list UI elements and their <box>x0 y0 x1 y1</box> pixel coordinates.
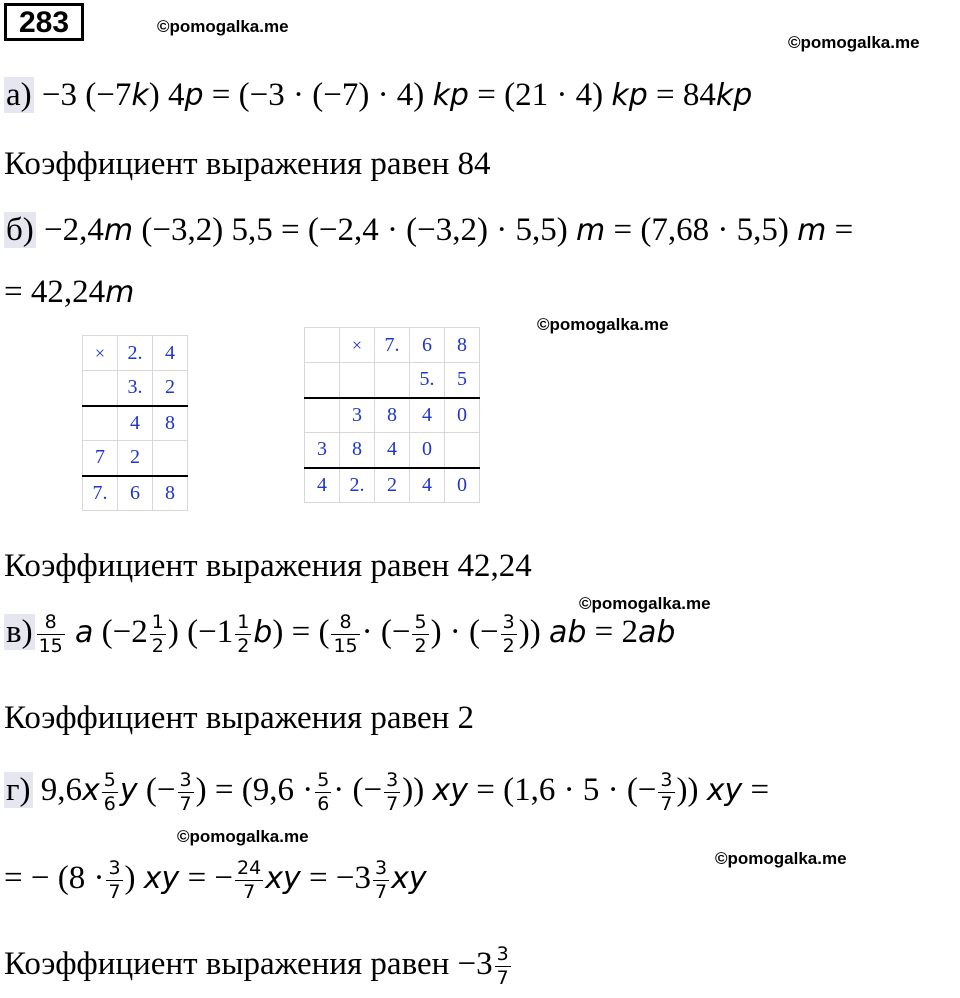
fraction: $\frac{1}{2}$ <box>151 610 164 657</box>
variable: m <box>797 213 827 248</box>
fraction: $\frac{1}{2}$ <box>237 610 250 657</box>
fraction: $\frac{8}{15}$ <box>333 610 358 657</box>
watermark: ©pomogalka.me <box>788 33 920 52</box>
digit-cell: 5 <box>445 363 480 398</box>
digit-cell: 2 <box>153 371 188 406</box>
digit-cell <box>83 371 118 406</box>
expr-text: −3 (−7 <box>41 77 132 113</box>
digit-cell: 2 <box>375 468 410 503</box>
problem-number: 283 <box>4 3 84 41</box>
part-a-label: а) <box>6 77 32 113</box>
variable: p <box>184 78 204 113</box>
part-v-label: в) <box>6 614 33 650</box>
digit-cell: 4 <box>375 433 410 468</box>
fraction: $\frac{5}{6}$ <box>103 768 116 815</box>
digit-cell <box>153 441 188 476</box>
watermark: ©pomogalka.me <box>537 315 669 334</box>
digit-cell: 2 <box>118 441 153 476</box>
digit-cell <box>340 363 375 398</box>
part-g-label: г) <box>6 772 31 808</box>
expr-text: (−3,2) 5,5 = (−2,4 · (−3,2) · 5,5) <box>133 212 576 248</box>
digit-cell: 0 <box>445 468 480 503</box>
watermark: ©pomogalka.me <box>157 17 289 36</box>
watermark: ©pomogalka.me <box>177 827 309 846</box>
variable: kp <box>432 78 469 113</box>
part-b-equation <box>4 210 853 251</box>
part-b-equation-cont <box>4 272 134 313</box>
digit-cell: 7. <box>375 328 410 363</box>
digit-cell: 8 <box>375 398 410 433</box>
fraction: $\frac{3}{7}$ <box>374 856 388 903</box>
part-b-coefficient: Коэффициент выражения равен 42,24 <box>4 548 532 584</box>
expr-text: = (7,68 · 5,5) <box>605 212 798 248</box>
variable: kp <box>611 78 648 113</box>
part-b-label: б) <box>6 212 34 248</box>
digit-cell: 4 <box>410 468 445 503</box>
digit-cell: 6 <box>118 476 153 511</box>
variable: m <box>105 275 135 310</box>
digit-cell <box>305 398 340 433</box>
variable: m <box>103 213 134 248</box>
fraction: $\frac{3}{7}$ <box>496 942 509 989</box>
digit-cell <box>305 328 340 363</box>
digit-cell: 4 <box>118 406 153 441</box>
multiplication-table-2 <box>304 327 480 503</box>
variable: kp <box>715 78 753 113</box>
digit-cell <box>375 363 410 398</box>
fraction: $\frac{3}{7}$ <box>179 768 192 815</box>
part-v-coefficient: Коэффициент выражения равен 2 <box>4 700 475 736</box>
part-g-equation-cont: = − (8 · $\frac{3}{7}$ ) xy = − $\frac{24}{7}$ xy = −3 $\frac{3}{7}$ xy <box>4 856 427 903</box>
digit-cell: 8 <box>153 406 188 441</box>
fraction: $\frac{3}{7}$ <box>386 768 399 815</box>
part-v-equation: в) $\frac{8}{15}$ a (−2 $\frac{1}{2}$ ) (−1 $\frac{1}{2}$ b) = ( $\frac{8}{15}$ · (− $\frac{5}{2}$ ) · (− $\frac{3}{2}$ )) ab = 2ab <box>6 610 676 657</box>
digit-cell: 4 <box>153 336 188 371</box>
fraction: $\frac{3}{7}$ <box>108 856 121 903</box>
digit-cell: 0 <box>445 398 480 433</box>
digit-cell: 0 <box>410 433 445 468</box>
digit-cell <box>83 406 118 441</box>
watermark: ©pomogalka.me <box>715 849 847 868</box>
digit-cell: 8 <box>153 476 188 511</box>
digit-cell: 5. <box>410 363 445 398</box>
digit-cell: 8 <box>445 328 480 363</box>
fraction: $\frac{24}{7}$ <box>237 856 262 903</box>
expr-text: ) 4 <box>148 77 185 113</box>
digit-cell: 7. <box>83 476 118 511</box>
part-a-equation <box>4 75 752 116</box>
expr-text: = <box>826 212 854 248</box>
digit-cell: 4 <box>305 468 340 503</box>
multiplication-table-1 <box>82 335 188 511</box>
expr-text: −2,4 <box>44 212 104 248</box>
expr-text: = 84 <box>647 77 716 113</box>
digit-cell: 3 <box>305 433 340 468</box>
digit-cell: 8 <box>340 433 375 468</box>
variable: k <box>131 78 149 113</box>
part-g-equation: г) 9,6x $\frac{5}{6}$ y (− $\frac{3}{7}$ ) = (9,6 · $\frac{5}{6}$ · (− $\frac{3}{7}$ )) xy = (1,6 · 5 · (− $\frac{3}{7}$ )) xy = <box>6 768 770 815</box>
digit-cell: 6 <box>410 328 445 363</box>
variable: m <box>576 213 606 248</box>
expr-text: = (−3 · (−7) · 4) <box>203 77 433 113</box>
digit-cell: 4 <box>410 398 445 433</box>
coef-text: Коэффициент выражения равен −3 <box>4 946 493 982</box>
fraction: $\frac{3}{2}$ <box>502 610 515 657</box>
fraction: $\frac{3}{7}$ <box>660 768 673 815</box>
digit-cell: 2. <box>340 468 375 503</box>
digit-cell <box>445 433 480 468</box>
digit-cell <box>305 363 340 398</box>
digit-cell: 2. <box>118 336 153 371</box>
expr-text: = (21 · 4) <box>468 77 612 113</box>
fraction: $\frac{5}{2}$ <box>414 610 427 657</box>
part-g-coefficient <box>4 944 513 988</box>
digit-cell: 7 <box>83 441 118 476</box>
digit-cell: × <box>83 336 118 371</box>
fraction: $\frac{8}{15}$ <box>38 610 63 657</box>
expr-text: = 42,24 <box>4 274 106 310</box>
part-a-coefficient: Коэффициент выражения равен 84 <box>4 146 491 182</box>
watermark: ©pomogalka.me <box>579 594 711 613</box>
digit-cell: 3. <box>118 371 153 406</box>
digit-cell: 3 <box>340 398 375 433</box>
fraction: $\frac{5}{6}$ <box>317 768 330 815</box>
digit-cell: × <box>340 328 375 363</box>
